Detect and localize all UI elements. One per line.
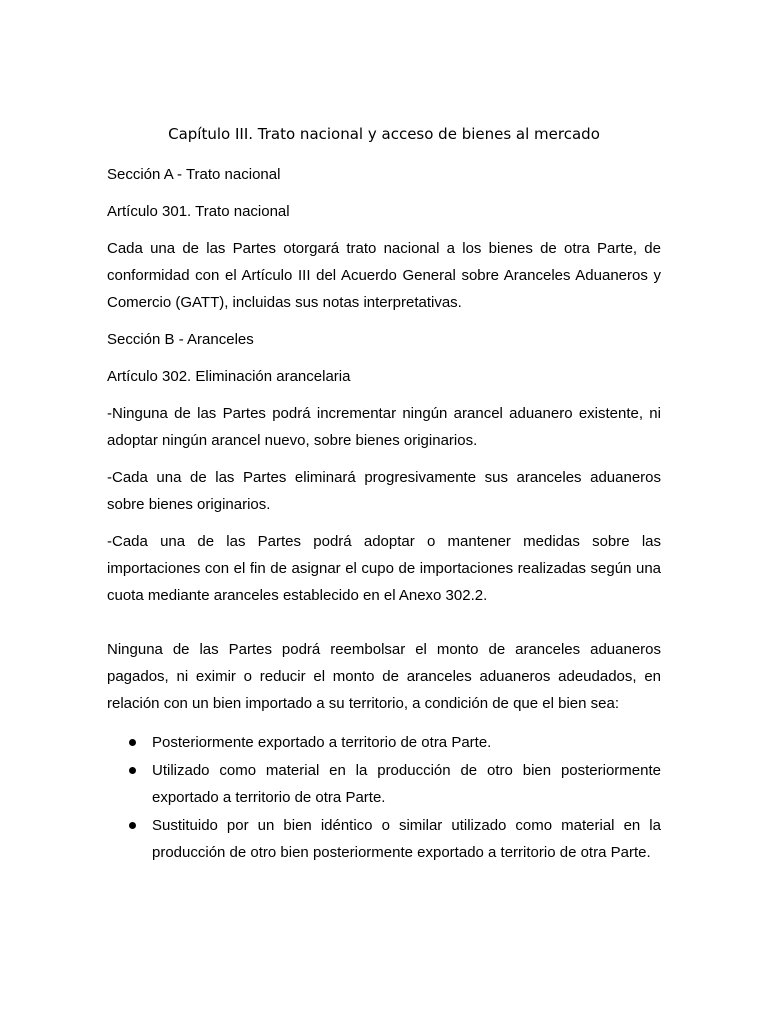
bullet-icon [129, 739, 136, 746]
article-302-heading: Artículo 302. Eliminación arancelaria [107, 368, 351, 385]
section-a-heading: Sección A - Trato nacional [107, 166, 281, 183]
article-302-clause: -Ninguna de las Partes podrá incrementar ningún arancel aduanero existente, ni adoptar ningún arancel nuevo, sobre bienes originarios. [107, 405, 661, 449]
list-item [152, 757, 661, 811]
list-item-text: Posteriormente exportado a territorio de otra Parte. [152, 734, 492, 751]
bullet-icon [129, 767, 136, 774]
article-302-clause: -Cada una de las Partes podrá adoptar o mantener medidas sobre las importaciones con el fin de asignar el cupo de importaciones realizadas según una cuota mediante aranceles establecido en el Anexo 302.2. [107, 533, 661, 604]
drawback-paragraph: Ninguna de las Partes podrá reembolsar el monto de aranceles aduaneros pagados, ni eximir o reducir el monto de aranceles aduaneros adeudados, en relación con un bien importado a su territorio, a condición de que el bien sea: [107, 641, 661, 712]
document-body [107, 161, 661, 867]
bullet-icon [129, 822, 136, 829]
conditions-list [107, 729, 661, 866]
section-b-heading: Sección B - Aranceles [107, 331, 254, 348]
list-item-text: Utilizado como material en la producción de otro bien posteriormente exportado a territorio de otra Parte. [152, 762, 661, 806]
article-302-clause: -Cada una de las Partes eliminará progresivamente sus aranceles aduaneros sobre bienes originarios. [107, 469, 661, 513]
list-item [152, 812, 661, 866]
article-301-heading: Artículo 301. Trato nacional [107, 203, 290, 220]
list-item [152, 729, 661, 756]
article-301-paragraph: Cada una de las Partes otorgará trato nacional a los bienes de otra Parte, de conformidad con el Artículo III del Acuerdo General sobre Aranceles Aduaneros y Comercio (GATT), incluidas sus notas interpretativas. [107, 240, 661, 311]
chapter-title: Capítulo III. Trato nacional y acceso de bienes al mercado [168, 125, 600, 143]
list-item-text: Sustituido por un bien idéntico o similar utilizado como material en la producción de otro bien posteriormente exportado a territorio de otra Parte. [152, 817, 661, 861]
